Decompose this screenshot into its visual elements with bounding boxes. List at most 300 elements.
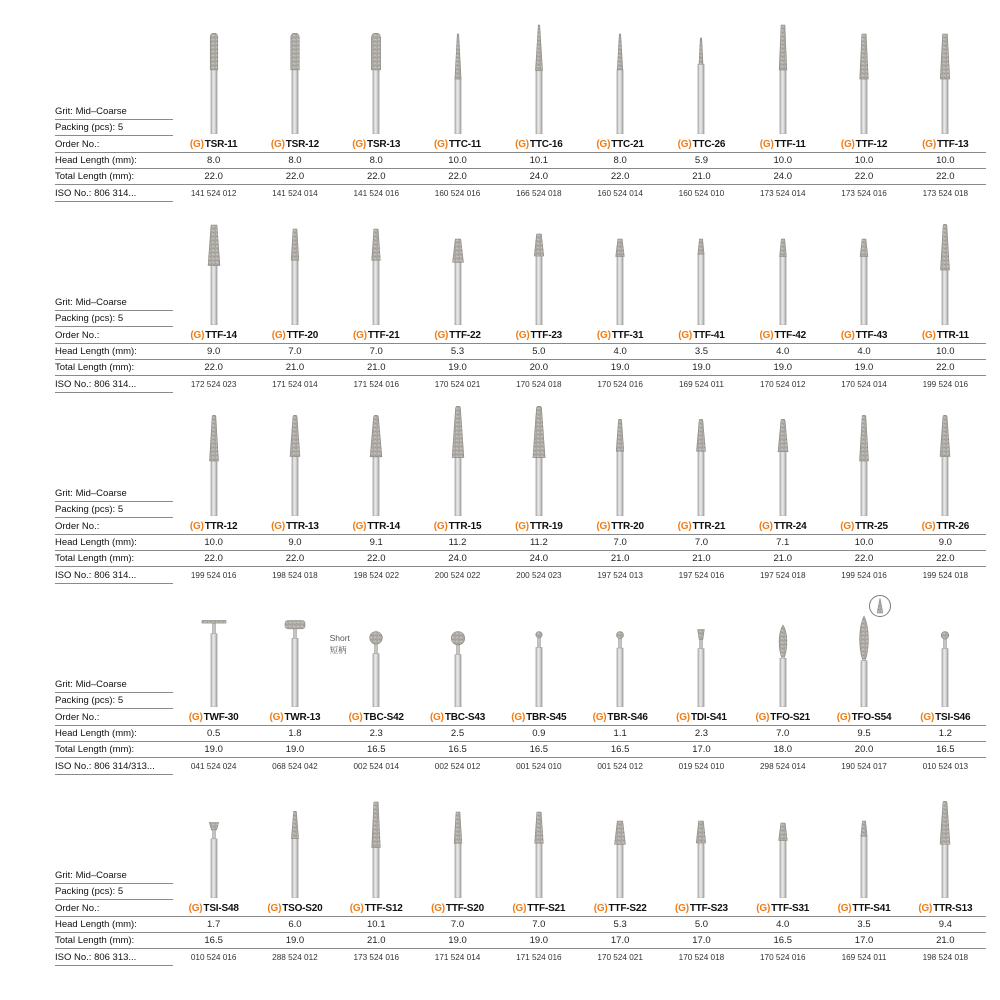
- label-grit: Grit: Mid–Coarse: [55, 677, 173, 693]
- product-block-3: [55, 400, 986, 584]
- label-grit: Grit: Mid–Coarse: [55, 104, 173, 120]
- iso-number: 199 524 016: [190, 571, 237, 580]
- model-prefix: (G): [353, 329, 367, 341]
- total-length-value: 24.0: [742, 169, 823, 185]
- iso-number: 002 524 014: [353, 762, 399, 771]
- bur-ball-icon: [588, 631, 652, 707]
- total-length-value: 22.0: [905, 551, 986, 567]
- model-prefix: (G): [920, 711, 935, 723]
- product-block-1: [55, 18, 986, 202]
- iso-number: 173 524 014: [759, 189, 806, 198]
- bur-image-TTF-22: [417, 209, 498, 327]
- bur-taper_round-icon: [263, 811, 327, 898]
- total-length-value: 20.0: [823, 742, 904, 758]
- bur-image-TWF-30: [173, 591, 254, 709]
- iso-number: 171 524 016: [516, 953, 562, 962]
- bur-taper_round-icon: [344, 415, 408, 516]
- model-code: TDI-S41: [690, 711, 727, 723]
- model-name: [173, 327, 254, 344]
- iso-number: 166 524 018: [516, 189, 562, 198]
- head-length-value: 8.0: [336, 153, 417, 169]
- label-head: Head Length (mm):: [55, 344, 173, 360]
- iso-number: 200 524 023: [516, 571, 562, 580]
- bur-image-TTR-11: [905, 209, 986, 327]
- bur-image-TTF-14: [173, 209, 254, 327]
- total-length-value: 17.0: [661, 933, 742, 949]
- head-length-value: 7.0: [661, 535, 742, 551]
- product-block-2: [55, 209, 986, 393]
- head-length-value: 0.5: [173, 726, 254, 742]
- total-length-value: 20.0: [498, 360, 579, 376]
- model-prefix: (G): [348, 711, 363, 723]
- product-block-5: [55, 782, 986, 966]
- model-prefix: (G): [840, 329, 855, 341]
- model-name: [905, 136, 986, 153]
- iso-number: 173 524 016: [841, 189, 887, 198]
- label-head: Head Length (mm):: [55, 535, 173, 551]
- model-prefix: (G): [189, 520, 204, 532]
- iso-number: 170 524 021: [597, 953, 643, 962]
- iso-number: 199 524 016: [841, 571, 887, 580]
- model-prefix: (G): [678, 329, 693, 341]
- model-prefix: (G): [840, 138, 855, 150]
- model-name: [254, 327, 335, 344]
- model-code: TTF-11: [774, 138, 806, 150]
- model-name: [742, 900, 823, 917]
- bur-taper_flat-icon: [344, 228, 408, 325]
- model-code: TTF-42: [774, 329, 806, 341]
- model-prefix: (G): [267, 902, 282, 914]
- model-code: TTR-15: [448, 520, 482, 532]
- head-length-value: 7.0: [417, 917, 498, 933]
- label-grit: Grit: Mid–Coarse: [55, 295, 173, 311]
- bur-flame-icon: [751, 624, 815, 707]
- bur-taper_flat-icon: [507, 811, 571, 898]
- bur-ball-icon: [913, 631, 977, 707]
- iso-number: 041 524 024: [190, 762, 237, 771]
- total-length-value: 16.5: [580, 742, 661, 758]
- bur-taper_flat-icon: [832, 33, 896, 134]
- model-name: [823, 518, 904, 535]
- model-prefix: (G): [918, 902, 933, 914]
- magnifier-callout-icon: [867, 593, 893, 619]
- model-name: [742, 136, 823, 153]
- model-name: [823, 327, 904, 344]
- model-name: [417, 900, 498, 917]
- model-name: [498, 709, 579, 726]
- model-name: [823, 136, 904, 153]
- bur-image-TTF-S31: [742, 782, 823, 900]
- model-name: [580, 518, 661, 535]
- bur-inverted_cone-icon: [669, 629, 733, 707]
- bur-image-TTC-16: [498, 18, 579, 136]
- total-length-value: 21.0: [905, 933, 986, 949]
- bur-image-TTR-26: [905, 400, 986, 518]
- model-prefix: (G): [271, 329, 286, 341]
- head-length-value: 10.0: [905, 153, 986, 169]
- total-length-value: 19.0: [173, 742, 254, 758]
- iso-number: 170 524 018: [678, 953, 725, 962]
- head-length-value: 2.5: [417, 726, 498, 742]
- bur-ball-icon: [426, 631, 490, 707]
- bur-wheel_round-icon: [263, 620, 327, 707]
- bur-taper_round-icon: [182, 415, 246, 516]
- bur-image-TTF-S21: [498, 782, 579, 900]
- label-iso: ISO No.: 806 313...: [55, 949, 173, 966]
- iso-number: 141 524 012: [190, 189, 237, 198]
- total-length-value: 21.0: [336, 933, 417, 949]
- model-prefix: (G): [349, 902, 364, 914]
- model-code: TTF-13: [936, 138, 969, 150]
- head-length-value: 4.0: [742, 917, 823, 933]
- model-code: TBC-S42: [363, 711, 404, 723]
- model-prefix: (G): [756, 902, 771, 914]
- head-length-value: 1.8: [254, 726, 335, 742]
- model-code: TFO-S54: [851, 711, 892, 723]
- head-length-value: 10.1: [498, 153, 579, 169]
- label-order: Order No.:: [55, 900, 173, 917]
- model-code: TBR-S46: [607, 711, 648, 723]
- model-prefix: (G): [352, 520, 367, 532]
- model-prefix: (G): [515, 520, 529, 532]
- model-prefix: (G): [596, 138, 611, 150]
- model-code: TTF-S31: [771, 902, 810, 914]
- bur-cylinder_round-icon: [263, 33, 327, 134]
- model-name: [823, 900, 904, 917]
- model-prefix: (G): [188, 902, 203, 914]
- total-length-value: 21.0: [336, 360, 417, 376]
- iso-number: 169 524 011: [841, 953, 887, 962]
- bur-taper_flat-icon: [913, 33, 977, 134]
- model-code: TTR-12: [204, 520, 238, 532]
- model-prefix: (G): [593, 902, 608, 914]
- total-length-value: 21.0: [661, 551, 742, 567]
- iso-number: 001 524 012: [597, 762, 643, 771]
- model-code: TTF-21: [367, 329, 400, 341]
- model-prefix: (G): [429, 711, 444, 723]
- label-order: Order No.:: [55, 518, 173, 535]
- bur-cylinder_round-icon: [344, 33, 408, 134]
- head-length-value: 10.1: [336, 917, 417, 933]
- total-length-value: 17.0: [823, 933, 904, 949]
- bur-taper_round-icon: [426, 406, 490, 516]
- bur-taper_round-icon: [913, 224, 977, 325]
- total-length-value: 22.0: [417, 169, 498, 185]
- bur-image-TTF-12: [823, 18, 904, 136]
- head-length-value: 5.0: [661, 917, 742, 933]
- iso-number: 068 524 042: [272, 762, 318, 771]
- model-code: TTF-23: [530, 329, 563, 341]
- model-code: TTF-12: [855, 138, 888, 150]
- total-length-value: 21.0: [742, 551, 823, 567]
- iso-number: 197 524 013: [597, 571, 643, 580]
- total-length-value: 22.0: [254, 169, 335, 185]
- bur-taper_flat-icon: [751, 822, 815, 898]
- model-prefix: (G): [922, 138, 936, 150]
- model-name: [580, 900, 661, 917]
- iso-number: 171 524 014: [272, 380, 318, 389]
- model-code: TTR-24: [773, 520, 807, 532]
- model-prefix: (G): [433, 520, 448, 532]
- iso-number: 200 524 022: [434, 571, 481, 580]
- bur-ball-icon: [344, 631, 408, 707]
- bur-taper_flat-icon: [426, 811, 490, 898]
- model-code: TSR-12: [285, 138, 319, 150]
- total-length-value: 16.5: [498, 742, 579, 758]
- model-code: TWF-30: [203, 711, 239, 723]
- iso-number: 160 524 016: [434, 189, 481, 198]
- bur-image-TTR-19: [498, 400, 579, 518]
- model-name: [580, 327, 661, 344]
- total-length-value: 16.5: [173, 933, 254, 949]
- iso-number: 170 524 021: [434, 380, 481, 389]
- bur-taper_round-icon: [669, 419, 733, 516]
- model-name: [417, 709, 498, 726]
- bur-taper_flat-icon: [669, 820, 733, 898]
- bur-image-TTR-24: [742, 400, 823, 518]
- bur-image-TTF-43: [823, 209, 904, 327]
- model-name: [417, 136, 498, 153]
- model-prefix: (G): [837, 902, 852, 914]
- bur-image-TBR-S46: [580, 591, 661, 709]
- head-length-value: 3.5: [661, 344, 742, 360]
- iso-number: 160 524 010: [678, 189, 725, 198]
- label-total: Total Length (mm):: [55, 742, 173, 758]
- bur-taper_flat-icon: [751, 238, 815, 325]
- iso-number: 170 524 014: [841, 380, 887, 389]
- iso-number: 141 524 014: [272, 189, 318, 198]
- model-name: [905, 900, 986, 917]
- bur-taper_round-icon: [832, 415, 896, 516]
- bur-ball-icon: [507, 631, 571, 707]
- model-prefix: (G): [434, 329, 449, 341]
- label-order: Order No.:: [55, 709, 173, 726]
- total-length-value: 22.0: [173, 169, 254, 185]
- model-name: [742, 327, 823, 344]
- iso-number: 298 524 014: [759, 762, 806, 771]
- bur-image-TTF-23: [498, 209, 579, 327]
- label-packing: Packing (pcs): 5: [55, 120, 173, 136]
- head-length-value: 10.0: [417, 153, 498, 169]
- iso-number: 169 524 011: [678, 380, 724, 389]
- head-length-value: 10.0: [905, 344, 986, 360]
- head-length-value: 8.0: [173, 153, 254, 169]
- iso-number: 199 524 016: [922, 380, 969, 389]
- head-length-value: 10.0: [173, 535, 254, 551]
- model-name: [417, 327, 498, 344]
- iso-number: 171 524 016: [353, 380, 399, 389]
- model-prefix: (G): [434, 138, 448, 150]
- iso-number: 198 524 018: [272, 571, 318, 580]
- annotation-en: Short: [329, 633, 350, 643]
- iso-number: 001 524 010: [516, 762, 562, 771]
- bur-wheel_flat-icon: [182, 620, 246, 707]
- iso-number: 160 524 014: [597, 189, 643, 198]
- model-name: [905, 709, 986, 726]
- bur-image-TTR-13: [254, 400, 335, 518]
- bur-image-TTF-13: [905, 18, 986, 136]
- iso-number: 197 524 018: [759, 571, 806, 580]
- model-name: [254, 709, 335, 726]
- model-prefix: (G): [759, 329, 774, 341]
- label-packing: Packing (pcs): 5: [55, 311, 173, 327]
- model-name: [498, 518, 579, 535]
- model-code: TTF-S23: [689, 902, 728, 914]
- model-code: TTF-S21: [527, 902, 566, 914]
- total-length-value: 18.0: [742, 742, 823, 758]
- label-total: Total Length (mm):: [55, 933, 173, 949]
- bur-image-TTR-S13: [905, 782, 986, 900]
- head-length-value: 9.5: [823, 726, 904, 742]
- model-code: TTR-14: [367, 520, 401, 532]
- model-prefix: (G): [677, 138, 692, 150]
- bur-taper_round-icon: [913, 415, 977, 516]
- head-length-value: 2.3: [661, 726, 742, 742]
- model-name: [905, 518, 986, 535]
- total-length-value: 24.0: [417, 551, 498, 567]
- model-code: TTR-25: [855, 520, 888, 532]
- bur-image-TTF-31: [580, 209, 661, 327]
- label-iso: ISO No.: 806 314...: [55, 185, 173, 202]
- bur-image-TBR-S45: [498, 591, 579, 709]
- iso-number: 010 524 016: [190, 953, 237, 962]
- head-length-value: 10.0: [823, 153, 904, 169]
- head-length-value: 5.3: [580, 917, 661, 933]
- annotation-short-shank: [330, 633, 350, 657]
- label-head: Head Length (mm):: [55, 917, 173, 933]
- bur-image-TTC-11: [417, 18, 498, 136]
- bur-image-TTR-25: [823, 400, 904, 518]
- label-packing: Packing (pcs): 5: [55, 884, 173, 900]
- model-code: TTF-S20: [445, 902, 484, 914]
- total-length-value: 22.0: [823, 551, 904, 567]
- model-code: TTR-26: [936, 520, 970, 532]
- model-prefix: (G): [189, 138, 204, 150]
- bur-taper_round-icon: [588, 419, 652, 516]
- iso-number: 197 524 016: [678, 571, 725, 580]
- iso-number: 019 524 010: [678, 762, 725, 771]
- model-code: TTC-26: [692, 138, 726, 150]
- model-prefix: (G): [188, 711, 203, 723]
- bur-image-TTF-S22: [580, 782, 661, 900]
- model-code: TTR-11: [936, 329, 969, 341]
- model-prefix: (G): [758, 520, 773, 532]
- model-prefix: (G): [836, 711, 851, 723]
- model-name: [173, 900, 254, 917]
- bur-taper_flat-icon: [669, 238, 733, 325]
- bur-image-TBC-S42: [329, 591, 417, 709]
- total-length-value: 19.0: [661, 360, 742, 376]
- bur-taper_flat-icon: [832, 820, 896, 898]
- model-prefix: (G): [596, 520, 611, 532]
- total-length-value: 22.0: [173, 551, 254, 567]
- model-prefix: (G): [840, 520, 855, 532]
- label-grit: Grit: Mid–Coarse: [55, 868, 173, 884]
- model-code: TWR-13: [284, 711, 321, 723]
- head-length-value: 11.2: [498, 535, 579, 551]
- bur-taper_round-icon: [263, 415, 327, 516]
- bur-image-TSR-13: [336, 18, 417, 136]
- label-order: Order No.:: [55, 136, 173, 153]
- model-name: [336, 136, 417, 153]
- total-length-value: 22.0: [580, 169, 661, 185]
- total-length-value: 22.0: [254, 551, 335, 567]
- iso-number: 170 524 012: [759, 380, 806, 389]
- model-code: TTR-21: [692, 520, 726, 532]
- bur-flame-icon: [832, 615, 896, 707]
- bur-image-TTR-12: [173, 400, 254, 518]
- bur-image-TTF-21: [336, 209, 417, 327]
- iso-number: 171 524 014: [434, 953, 481, 962]
- model-prefix: (G): [592, 711, 607, 723]
- model-name: [173, 518, 254, 535]
- model-prefix: (G): [515, 138, 529, 150]
- model-prefix: (G): [431, 902, 445, 914]
- model-name: [823, 709, 904, 726]
- bur-taper_flat-icon: [832, 238, 896, 325]
- head-length-value: 7.0: [498, 917, 579, 933]
- bur-needle-icon: [426, 33, 490, 134]
- model-code: TTF-S22: [608, 902, 647, 914]
- model-code: TSI-S48: [203, 902, 239, 914]
- model-code: TTF-41: [693, 329, 725, 341]
- head-length-value: 7.0: [254, 344, 335, 360]
- model-name: [742, 709, 823, 726]
- model-prefix: (G): [755, 711, 770, 723]
- label-packing: Packing (pcs): 5: [55, 693, 173, 709]
- total-length-value: 21.0: [661, 169, 742, 185]
- total-length-value: 19.0: [254, 742, 335, 758]
- model-prefix: (G): [270, 138, 285, 150]
- label-total: Total Length (mm):: [55, 551, 173, 567]
- iso-number: 002 524 012: [434, 762, 481, 771]
- bur-image-TTF-S23: [661, 782, 742, 900]
- model-prefix: (G): [676, 711, 690, 723]
- model-name: [336, 327, 417, 344]
- total-length-value: 19.0: [580, 360, 661, 376]
- head-length-value: 1.7: [173, 917, 254, 933]
- bur-image-TTF-S20: [417, 782, 498, 900]
- model-prefix: (G): [271, 520, 286, 532]
- model-code: TTR-S13: [933, 902, 973, 914]
- model-name: [254, 518, 335, 535]
- product-block-4: [55, 591, 986, 775]
- bur-taper_round-icon: [913, 801, 977, 898]
- model-code: TTF-43: [855, 329, 888, 341]
- bur-image-TWR-13: [254, 591, 335, 709]
- label-iso: ISO No.: 806 314...: [55, 376, 173, 393]
- model-code: TTF-22: [449, 329, 481, 341]
- head-length-value: 5.9: [661, 153, 742, 169]
- model-code: TTR-13: [286, 520, 319, 532]
- total-length-value: 22.0: [336, 169, 417, 185]
- iso-number: 172 524 023: [190, 380, 237, 389]
- iso-number: 198 524 022: [353, 571, 399, 580]
- head-length-value: 7.1: [742, 535, 823, 551]
- model-name: [661, 518, 742, 535]
- model-prefix: (G): [674, 902, 689, 914]
- model-code: TBC-S43: [444, 711, 486, 723]
- label-iso: ISO No.: 806 314...: [55, 567, 173, 584]
- total-length-value: 17.0: [661, 742, 742, 758]
- bur-taper_flat-icon: [263, 228, 327, 325]
- head-length-value: 11.2: [417, 535, 498, 551]
- head-length-value: 9.0: [173, 344, 254, 360]
- head-length-value: 9.1: [336, 535, 417, 551]
- model-prefix: (G): [515, 329, 530, 341]
- total-length-value: 19.0: [417, 360, 498, 376]
- head-length-value: 0.9: [498, 726, 579, 742]
